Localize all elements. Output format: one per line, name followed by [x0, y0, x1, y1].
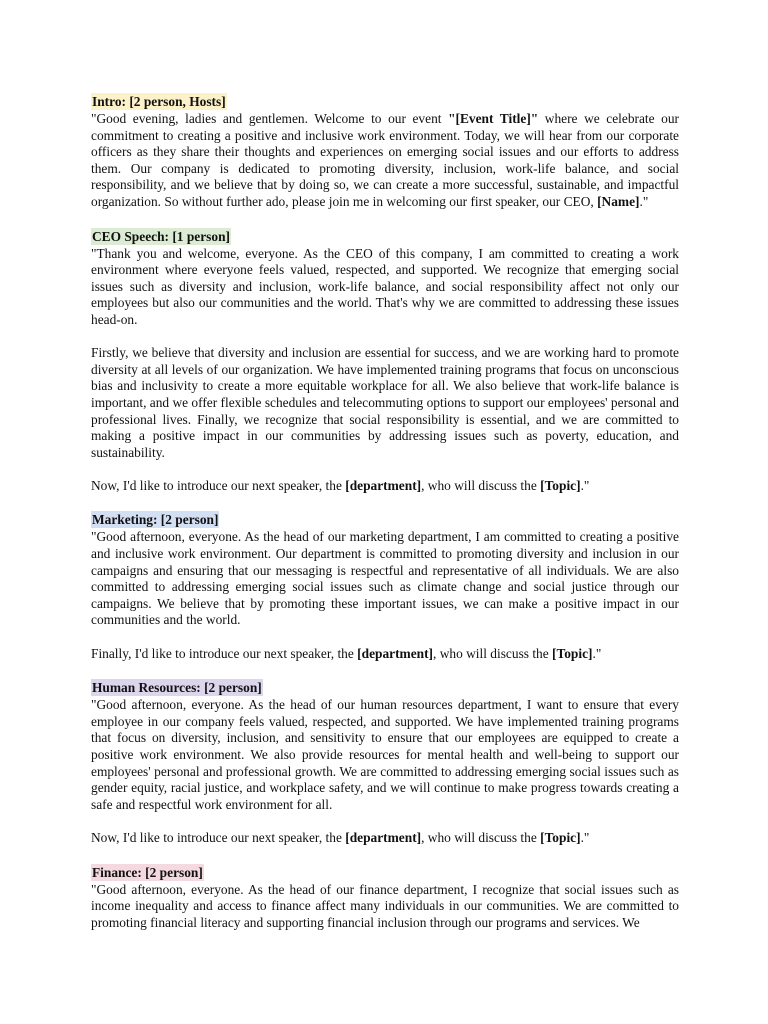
section-heading-finance: Finance: [2 person] [92, 864, 203, 880]
section-heading-marketing: Marketing: [2 person] [92, 512, 219, 528]
topic-placeholder: [Topic] [552, 645, 593, 661]
intro-line-text: Now, I'd like to introduce our next speaker, the [91, 829, 346, 845]
intro-line-text: Finally, I'd like to introduce our next speaker, the [91, 645, 358, 661]
section-heading-intro: Intro: [2 person, Hosts] [92, 94, 226, 109]
section-heading-human-resources: Human Resources: [2 person] [92, 680, 262, 696]
finance-paragraph-1: "Good afternoon, everyone. As the head of our finance department, I recognize that social issues such as income inequality and access to finance affect many individuals in our communities. We are committed to promoting financial literacy and supporting financial inclusion through our programs and services. We [91, 881, 679, 930]
department-placeholder: [department] [357, 645, 434, 661]
department-placeholder: [department] [345, 829, 422, 845]
hr-introduction-line [91, 830, 679, 847]
department-placeholder: [department] [345, 477, 422, 493]
intro-text: "Good evening, ladies and gentlemen. Welcome to our event [91, 111, 449, 126]
intro-line-text: , who will discuss the [421, 477, 541, 493]
marketing-introduction-line [91, 646, 679, 663]
topic-placeholder: [Topic] [540, 829, 581, 845]
intro-line-text: ." [580, 829, 590, 845]
section-heading-ceo: CEO Speech: [1 person] [92, 228, 230, 244]
intro-line-text: ." [592, 645, 602, 661]
marketing-paragraph-1: "Good afternoon, everyone. As the head of our marketing department, I am committed to creating a positive and inclusive work environment. Our department is committed to promoting diversity and inclusion in our campaigns and ensuring that our messaging is respectful and representative of all individuals. We are also committed to addressing emerging social issues such as climate change and social justice through our campaigns. We believe that by promoting these important issues, we can make a positive impact in our communities and the world. [91, 529, 679, 628]
event-title-placeholder: "[Event Title]" [448, 111, 539, 126]
ceo-paragraph-2: Firstly, we believe that diversity and inclusion are essential for success, and we are working hard to promote diversity at all levels of our organization. We have implemented training programs that focus on unconscious bias and inclusivity to create a more equitable workplace for all. We also believe that work-life balance is important, and we offer flexible schedules and telecommuting options to support our employees' personal and professional lives. Finally, we recognize that social responsibility is essential, and we are committed to making a positive impact in our communities by addressing issues such as poverty, education, and sustainability. [91, 345, 679, 460]
intro-line-text: Now, I'd like to introduce our next speaker, the [91, 477, 346, 493]
ceo-name-placeholder: [Name] [597, 193, 640, 209]
ceo-paragraph-1: "Thank you and welcome, everyone. As the CEO of this company, I am committed to creating a work environment where everyone feels valued, respected, and supported. We recognize that emerging social issues such as diversity and inclusion, work-life balance, and social responsibility affect not only our employees but also our communities and the world. That's why we are committed to addressing these issues head-on. [91, 245, 679, 327]
intro-line-text: ." [580, 477, 590, 493]
intro-paragraph [91, 111, 679, 211]
hr-paragraph-1: "Good afternoon, everyone. As the head of our human resources department, I want to ensure that every employee in our company feels valued, respected, and supported. We have implemented training programs that focus on diversity, inclusion, and sensitivity to ensure that our employees are equipped to create a positive work environment. We also provide resources for mental health and well-being to support our employees' personal and professional growth. We are committed to addressing emerging social issues such as gender equity, racial justice, and workplace safety, and we will continue to make progress towards creating a safe and respectful work environment for all. [91, 697, 679, 812]
intro-line-text: , who will discuss the [421, 829, 541, 845]
intro-line-text: , who will discuss the [433, 645, 553, 661]
ceo-introduction-line [91, 478, 679, 495]
intro-text: ." [639, 193, 649, 209]
intro-text: where we celebrate our commitment to creating a positive and inclusive work environment. Today, we will hear from our corporate officers as they share their thoughts and experiences on emerging social issues and our efforts to address them. Our company is dedicated to promoting diversity, inclusion, work-life balance, and social responsibility, and we believe that by doing so, we can create a more successful, sustainable, and impactful organization. So without further ado, please join me in welcoming our first speaker, our CEO, [91, 111, 680, 209]
topic-placeholder: [Topic] [540, 477, 581, 493]
